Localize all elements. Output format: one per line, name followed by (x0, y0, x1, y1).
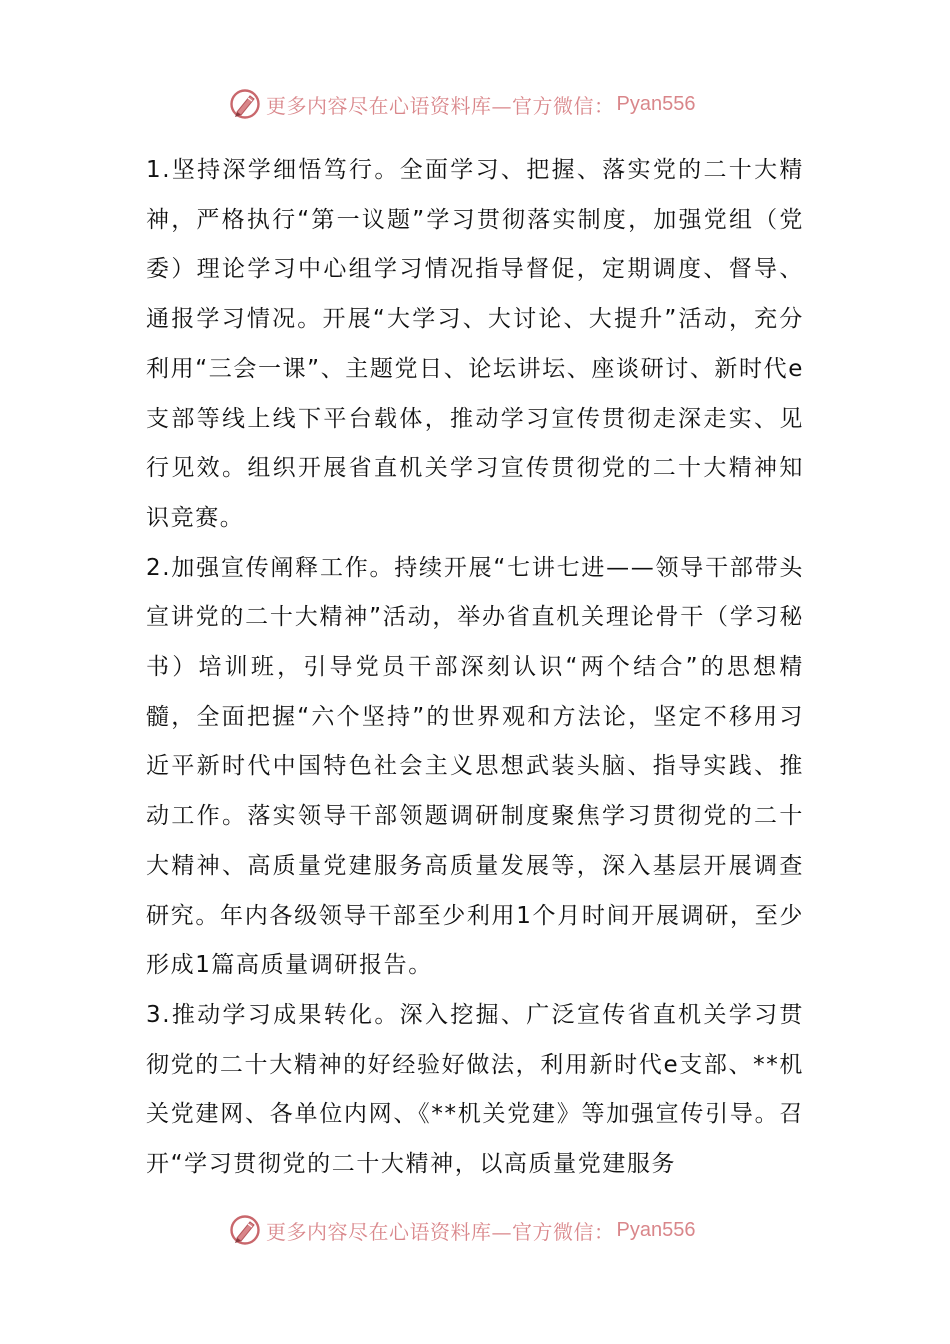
watermark-wechat-id: Pyan556 (616, 1218, 696, 1241)
paragraph-3: 3.推动学习成果转化。深入挖掘、广泛宣传省直机关学习贯彻党的二十大精神的好经验好做法，利用新时代e支部、**机关党建网、各单位内网、《**机关党建》等加强宣传引导。召开“学习贯彻党的二十大精神，以高质量党建服务 (146, 1001, 804, 1178)
pen-logo-icon (228, 87, 262, 121)
watermark-wechat-id: Pyan556 (616, 92, 696, 115)
pen-logo-icon (228, 1213, 262, 1247)
watermark-text: 更多内容尽在心语资料库—官方微信： (266, 93, 615, 118)
header-watermark-banner (228, 86, 748, 122)
paragraph-1: 1.坚持深学细悟笃行。全面学习、把握、落实党的二十大精神，严格执行“第一议题”学习贯彻落实制度，加强党组（党委）理论学习中心组学习情况指导督促，定期调度、督导、通报学习情况。开展“大学习、大讨论、大提升”活动，充分利用“三会一课”、主题党日、论坛讲坛、座谈研讨、新时代e支部等线上线下平台载体，推动学习宣传贯彻走深走实、见行见效。组织开展省直机关学习宣传贯彻党的二十大精神知识竞赛。 (146, 157, 804, 531)
footer-watermark-banner (228, 1212, 748, 1248)
watermark-text: 更多内容尽在心语资料库—官方微信： (266, 1219, 615, 1244)
paragraph-2: 2.加强宣传阐释工作。持续开展“七讲七进——领导干部带头宣讲党的二十大精神”活动，举办省直机关理论骨干（学习秘书）培训班，引导党员干部深刻认识“两个结合”的思想精髓，全面把握“六个坚持”的世界观和方法论，坚定不移用习近平新时代中国特色社会主义思想武装头脑、指导实践、推动工作。落实领导干部领题调研制度聚焦学习贯彻党的二十大精神、高质量党建服务高质量发展等，深入基层开展调查研究。年内各级领导干部至少利用1个月时间开展调研，至少形成1篇高质量调研报告。 (146, 554, 804, 979)
document-body (146, 146, 804, 1190)
